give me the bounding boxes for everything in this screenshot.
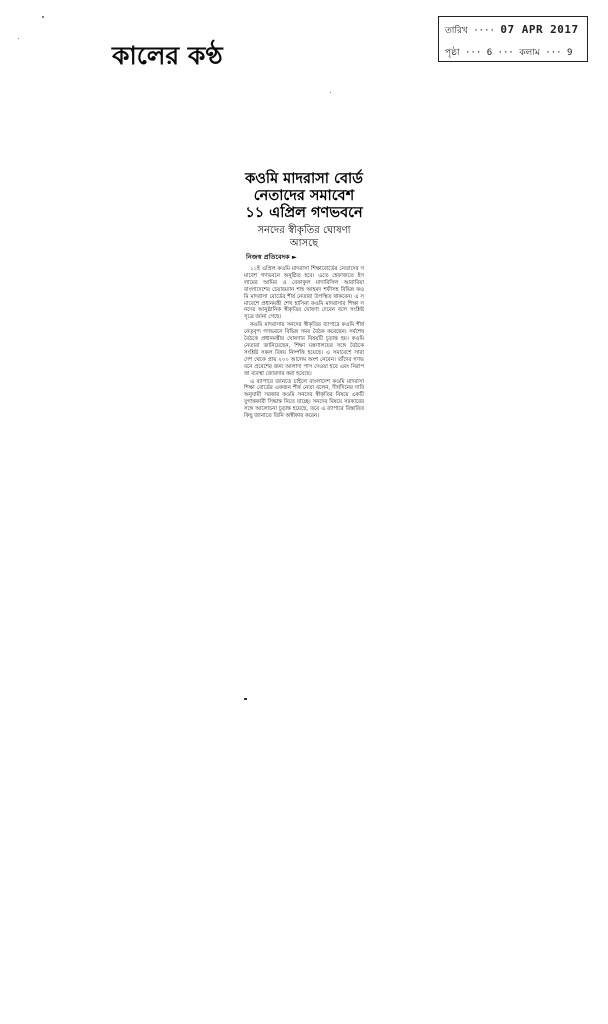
article-body [244,266,364,420]
stamp-date-label: তারিখ [445,26,468,36]
stamp-date-row: তারিখ ···· 07 APR 2017 [445,23,579,36]
scan-speck [42,16,44,18]
stamp-page-value: 6 [486,48,493,58]
article-byline: নিজস্ব প্রতিবেদক ► [246,253,297,261]
stamp-page-label: পৃষ্ঠা [445,48,460,58]
stamp-page-row: পৃষ্ঠা ··· 6 ··· কলাম ··· 9 [445,48,573,58]
newspaper-masthead: কালের কণ্ঠ [112,41,223,70]
stamp-column-label: কলাম [519,48,540,58]
stamp-column-value: 9 [566,48,573,58]
article-headline: কওমি মাদরাসা বোর্ড নেতাদের সমাবেশ ১১ এপ্রিল গণভবনে [245,170,363,221]
article-subhead: সনদের স্বীকৃতির ঘোষণা আসছে [257,225,351,249]
article-paragraph: কওমি মাদরাসার সনদের স্বীকৃতির ব্যাপারে কওমি শীর্ষ নেতৃবৃন্দ গণভবনে বিভিন্ন সময় বৈঠক করেছেন। সর্বশেষ বৈঠকে প্রধানমন্ত্রীর ঘোষণার বিষয়টি চূড়ান্ত হয়। কওমি নেতারা জানিয়েছেন, শিক্ষা মন্ত্রণালয়ের সঙ্গে বৈঠকে সংশ্লিষ্ট সকল বিষয় নিষ্পত্তি হয়েছে। এ সমাবেশে সারা দেশ থেকে প্রায় ২০০ আলেম অংশ নেবেন। তাঁদের গণভবনে প্রবেশের জন্য আলাদা পাস দেওয়া হবে এবং নিরাপত্তা ব্যবস্থা জোরদার করা হয়েছে। [244,322,364,377]
article-paragraph: ১১ই এপ্রিল কওমি মাদরাসা শিক্ষাবোর্ডের নেতাদের সমাবেশ গণভবনে অনুষ্ঠিত হবে। এতে হেফাজতে ইসলামের আমির ও বেফাকুল মাদারিসিল আরাবিয়া বাংলাদেশের চেয়ারম্যান শাহ আহমদ শফীসহ বিভিন্ন কওমি মাদরাসা বোর্ডের শীর্ষ নেতারা উপস্থিত থাকবেন। এ সমাবেশে প্রধানমন্ত্রী শেখ হাসিনা কওমি মাদরাসার শিক্ষা সনদের আনুষ্ঠানিক স্বীকৃতির ঘোষণা দেবেন বলে সংশ্লিষ্ট সূত্রে জানা গেছে। [244,266,364,321]
article-paragraph: এ ব্যাপারে জানতে চাইলে বাংলাদেশ কওমি মাদরাসা শিক্ষা বোর্ডের একজন শীর্ষ নেতা বলেন, দীর্ঘদিনের দাবি অনুযায়ী সরকার কওমি সনদের স্বীকৃতির বিষয়ে একটি যুগান্তকারী সিদ্ধান্ত নিতে যাচ্ছে। সনদের বিষয়ে সরকারের সঙ্গে আলোচনা চূড়ান্ত হয়েছে, তবে এ ব্যাপারে বিস্তারিত কিছু জানাতে তিনি অস্বীকার করেন। [244,378,364,420]
stamp-date-value: 07 APR 2017 [500,23,579,36]
scan-speck [244,698,247,700]
news-clipping [244,170,364,421]
scan-speck [18,38,19,39]
date-stamp [438,16,588,62]
scan-speck [330,92,331,93]
